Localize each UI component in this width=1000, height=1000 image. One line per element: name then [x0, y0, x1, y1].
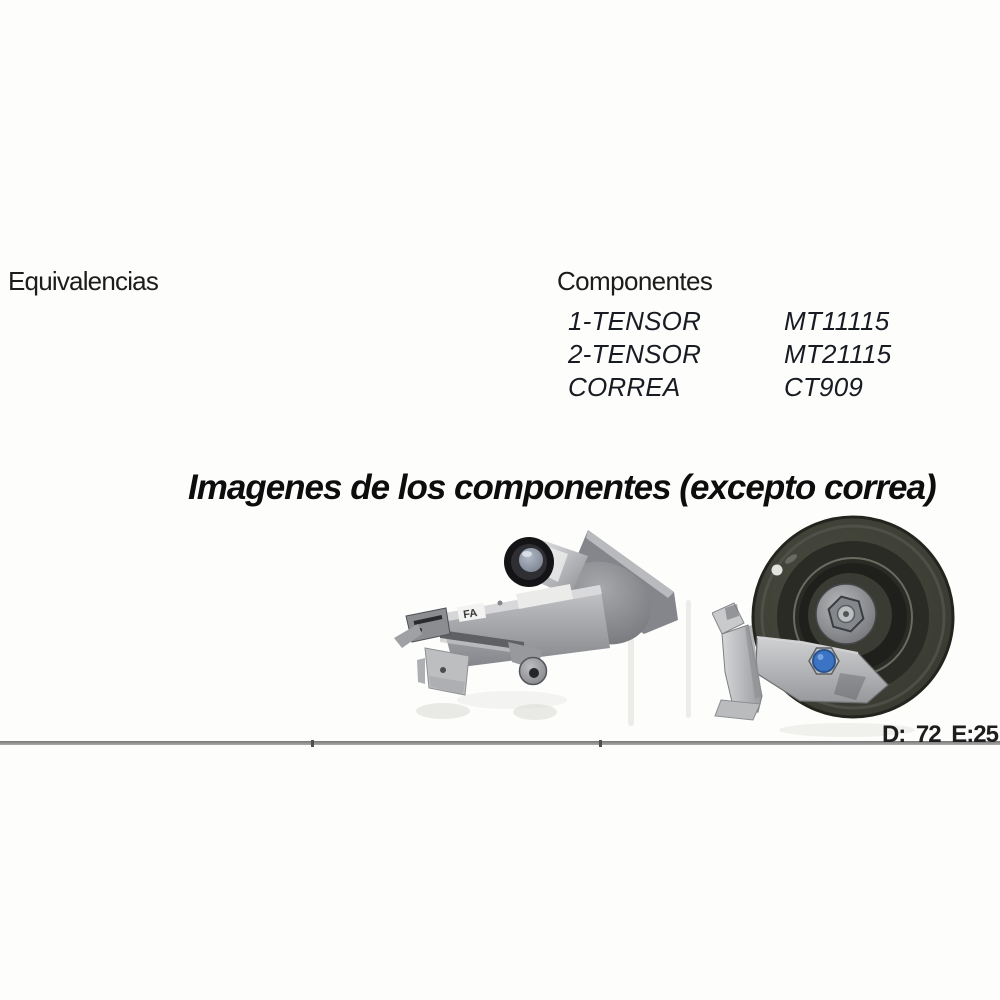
tensor-pulley-hub: [519, 548, 543, 572]
arm-foot: [715, 700, 760, 720]
section-title: Imagenes de los componentes (excepto correa): [188, 468, 936, 507]
component-name-cell: 1-TENSOR: [568, 306, 702, 336]
clamp-spike: [394, 624, 422, 648]
shadow: [416, 703, 470, 719]
table-row: [568, 305, 908, 338]
rim-highlight: [772, 565, 783, 576]
bracket-tab: [417, 658, 425, 684]
shadow-streak: [686, 600, 691, 718]
bracket-hole: [440, 667, 446, 673]
component-name-cell: CORREA: [568, 372, 681, 402]
table-row: [568, 338, 908, 371]
bolt-dot: [843, 611, 849, 617]
pulley-highlight: [522, 551, 532, 557]
bottom-rule: [0, 741, 1000, 745]
part-marking-text: FA: [462, 607, 479, 622]
equivalencias-label: Equivalencias: [8, 266, 159, 296]
tensor-photo: [392, 508, 712, 753]
component-code-cell: MT11115: [784, 306, 890, 336]
component-code-cell: CT909: [784, 372, 864, 402]
componentes-label: Componentes: [557, 266, 713, 296]
component-code-cell: MT21115: [784, 339, 892, 369]
footer-dimensions-label: D: 72 E:25: [881, 721, 998, 748]
blue-dot-highlight: [818, 654, 824, 660]
shadow: [457, 691, 567, 709]
pivot-hole: [529, 668, 539, 678]
components-table: [568, 305, 908, 404]
blue-dot-marking: [813, 650, 835, 672]
pulley-photo: [712, 503, 1000, 753]
rule-tick: [599, 740, 602, 747]
rule-tick: [311, 740, 314, 747]
barrel-dot: [498, 601, 503, 606]
shadow-streak: [628, 638, 634, 726]
shadow: [513, 704, 557, 720]
component-name-cell: 2-TENSOR: [568, 339, 702, 369]
table-row: [568, 371, 908, 404]
